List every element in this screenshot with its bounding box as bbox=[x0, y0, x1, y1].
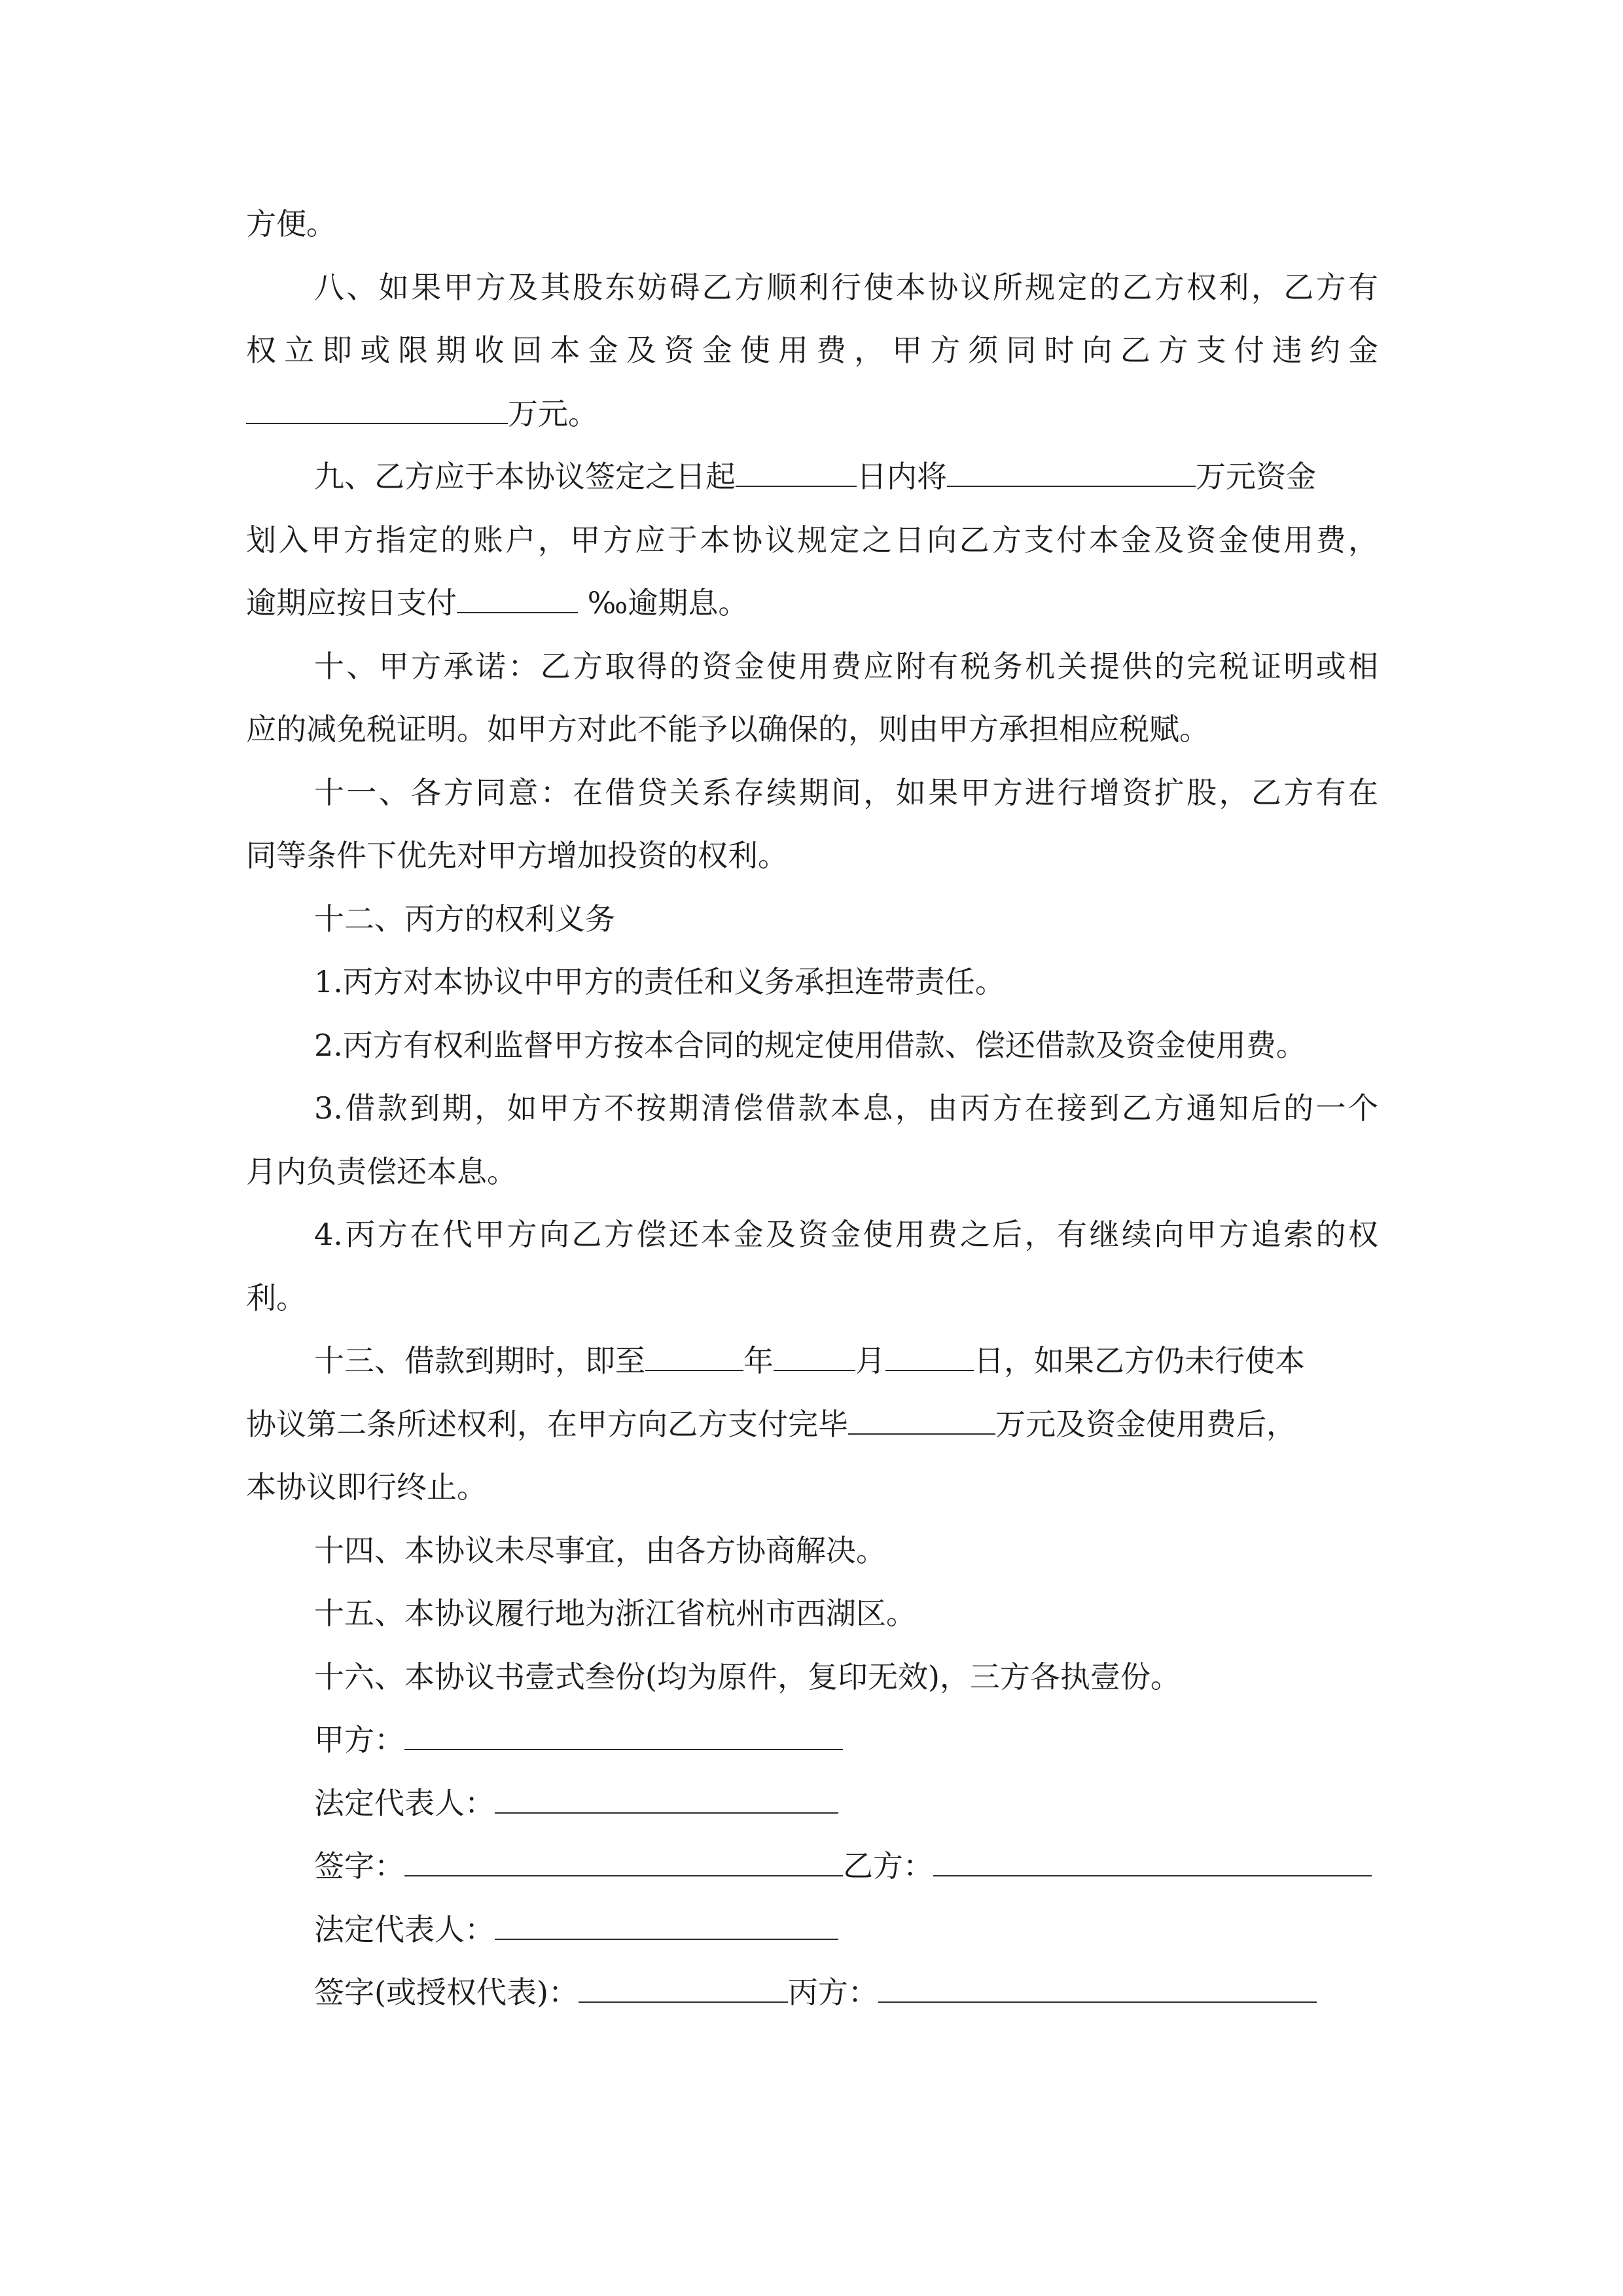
sign-row-2: 签字(或授权代表)： 丙方： bbox=[314, 1973, 1378, 2012]
days-blank[interactable] bbox=[736, 457, 857, 487]
sign-1-blank[interactable] bbox=[404, 1846, 843, 1876]
para-8-line-1: 八、如果甲方及其股东妨碍乙方顺利行使本协议所规定的乙方权利，乙方有 bbox=[314, 270, 1378, 305]
para-10-line-1: 十、甲方承诺：乙方取得的资金使用费应附有税务机关提供的完税证明或相 bbox=[314, 649, 1378, 684]
party-a-row: 甲方： bbox=[314, 1720, 1378, 1759]
para-11-line-1: 十一、各方同意：在借贷关系存续期间，如果甲方进行增资扩股，乙方有在 bbox=[314, 775, 1378, 810]
para-11-line-2: 同等条件下优先对甲方增加投资的权利。 bbox=[246, 838, 788, 873]
para-13-line-3: 本协议即行终止。 bbox=[246, 1469, 487, 1505]
para-13-line-1: 十三、借款到期时，即至 年 月 日，如果乙方仍未行使本 bbox=[314, 1341, 1378, 1380]
sign-2-blank[interactable] bbox=[579, 1973, 788, 2003]
section-12-heading: 十二、丙方的权利义务 bbox=[314, 901, 615, 937]
section-12-item-3-line-1: 3.借款到期，如甲方不按期清偿借款本息，由丙方在接到乙方通知后的一个 bbox=[314, 1090, 1378, 1126]
penalty-amount-blank[interactable] bbox=[246, 394, 508, 424]
legal-rep-2-blank[interactable] bbox=[495, 1910, 838, 1940]
legal-rep-1-blank[interactable] bbox=[495, 1784, 838, 1814]
para-15: 十五、本协议履行地为浙江省杭州市西湖区。 bbox=[314, 1596, 916, 1631]
para-9-line-1: 九、乙方应于本协议签定之日起 日内将 万元资金 bbox=[314, 457, 1378, 496]
section-12-item-4-line-2: 利。 bbox=[246, 1280, 306, 1316]
legal-rep-row-1: 法定代表人： bbox=[314, 1784, 1378, 1823]
para-14: 十四、本协议未尽事宜，由各方协商解决。 bbox=[314, 1533, 886, 1568]
para-16: 十六、本协议书壹式叁份(均为原件，复印无效)，三方各执壹份。 bbox=[314, 1659, 1181, 1695]
section-12-item-4-line-1: 4.丙方在代甲方向乙方偿还本金及资金使用费之后，有继续向甲方追索的权 bbox=[314, 1217, 1378, 1252]
para-7-end: 方便。 bbox=[246, 206, 336, 242]
month-blank[interactable] bbox=[774, 1341, 855, 1371]
day-blank[interactable] bbox=[885, 1341, 974, 1371]
party-b-blank[interactable] bbox=[933, 1846, 1372, 1876]
para-13-line-2: 协议第二条所述权利，在甲方向乙方支付完毕 万元及资金使用费后， bbox=[246, 1405, 1378, 1444]
overdue-rate-blank[interactable] bbox=[457, 583, 578, 613]
year-blank[interactable] bbox=[645, 1341, 743, 1371]
legal-rep-row-2: 法定代表人： bbox=[314, 1910, 1378, 1949]
party-a-blank[interactable] bbox=[404, 1720, 843, 1750]
para-10-line-2: 应的减免税证明。如甲方对此不能予以确保的，则由甲方承担相应税赋。 bbox=[246, 711, 1209, 747]
para-9-line-2: 划入甲方指定的账户，甲方应于本协议规定之日向乙方支付本金及资金使用费， bbox=[246, 522, 1378, 558]
repay-amount-blank[interactable] bbox=[848, 1405, 995, 1435]
sign-row-1: 签字： 乙方： bbox=[314, 1846, 1378, 1886]
party-c-blank[interactable] bbox=[878, 1973, 1317, 2003]
section-12-item-3-line-2: 月内负责偿还本息。 bbox=[246, 1154, 517, 1189]
section-12-item-2: 2.丙方有权利监督甲方按本合同的规定使用借款、偿还借款及资金使用费。 bbox=[314, 1028, 1306, 1063]
para-9-line-3: 逾期应按日支付 ‰逾期息。 bbox=[246, 583, 1378, 622]
fund-amount-blank[interactable] bbox=[947, 457, 1196, 487]
para-8-line-3: 万元。 bbox=[246, 394, 1378, 433]
para-8-line-2: 权立即或限期收回本金及资金使用费，甲方须同时向乙方支付违约金 bbox=[246, 332, 1378, 368]
section-12-item-1: 1.丙方对本协议中甲方的责任和义务承担连带责任。 bbox=[314, 964, 1005, 999]
